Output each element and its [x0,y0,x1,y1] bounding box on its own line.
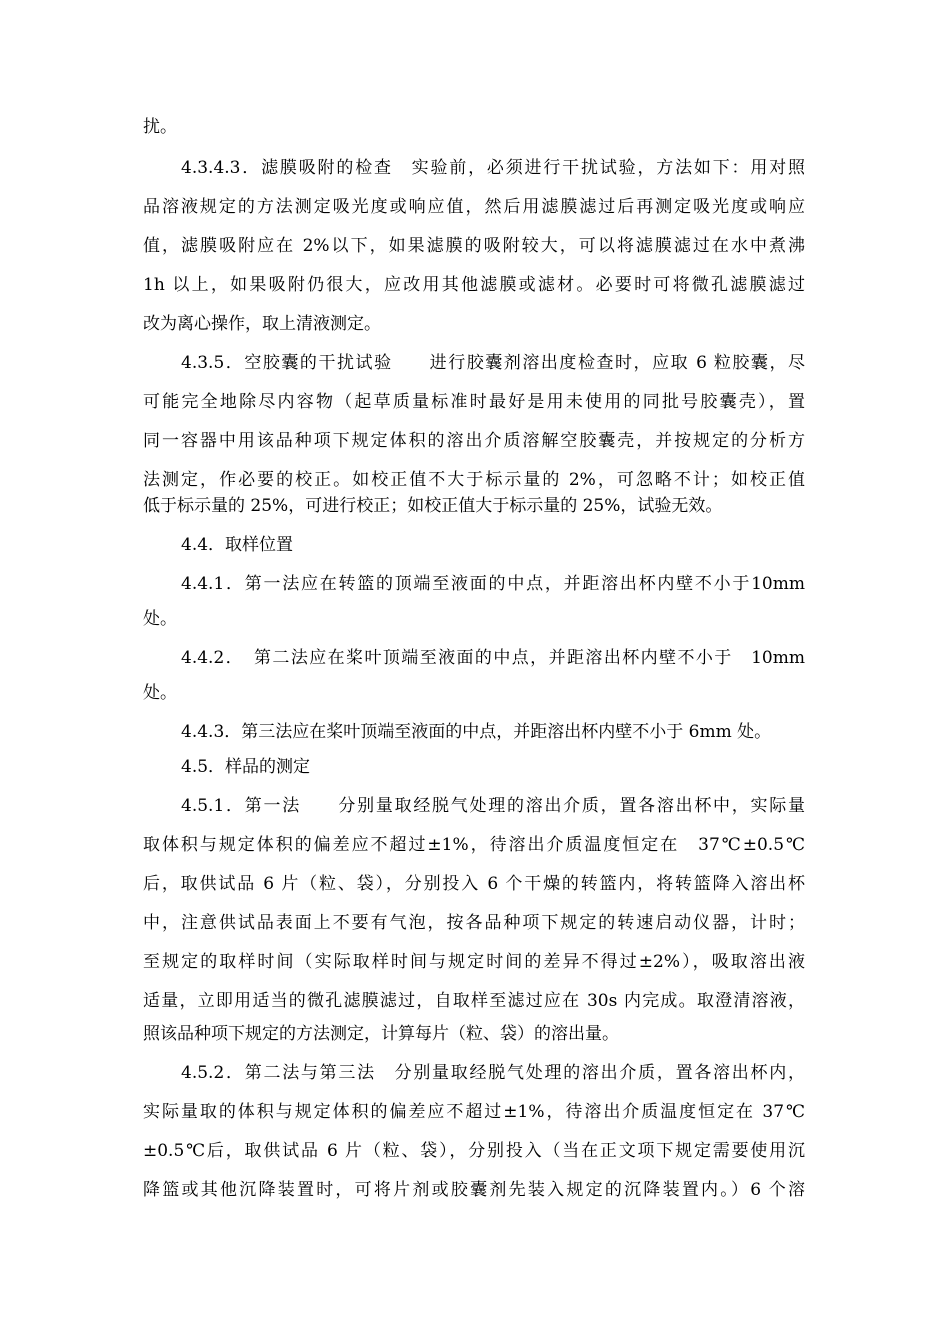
section-4-5-heading: 4.5．样品的测定 [181,757,311,777]
text-line: 适量，立即用适当的微孔滤膜滤过，自取样至滤过应在 30s 内完成。取澄清溶液， [143,991,805,1011]
section-4-4-2-line: 4.4.2． 第二法应在桨叶顶端至液面的中点，并距溶出杯内壁不小于 10mm [181,648,805,668]
section-4-3-4-3-heading-line: 4.3.4.3．滤膜吸附的检查 实验前，必须进行干扰试验，方法如下：用对照 [181,158,805,178]
section-4-4-heading: 4.4．取样位置 [181,535,294,555]
text-line: 照该品种项下规定的方法测定，计算每片（粒、袋）的溶出量。 [143,1024,619,1044]
text-line: 同一容器中用该品种项下规定体积的溶出介质溶解空胶囊壳，并按规定的分析方 [143,431,805,451]
text-line: 1h 以上，如果吸附仍很大，应改用其他滤膜或滤材。必要时可将微孔滤膜滤过 [143,275,805,295]
text-line: 品溶液规定的方法测定吸光度或响应值，然后用滤膜滤过后再测定吸光度或响应 [143,197,805,217]
text-line: 法测定，作必要的校正。如校正值不大于标示量的 2%，可忽略不计；如校正值 [143,470,805,490]
section-4-4-1-line: 4.4.1．第一法应在转篮的顶端至液面的中点，并距溶出杯内壁不小于10mm [181,574,805,594]
text-line: 至规定的取样时间（实际取样时间与规定时间的差异不得过±2%），吸取溶出液 [143,952,805,972]
section-4-3-5-heading-line: 4.3.5．空胶囊的干扰试验 进行胶囊剂溶出度检查时，应取 6 粒胶囊，尽 [181,353,805,373]
text-line: 改为离心操作，取上清液测定。 [143,314,381,334]
section-4-5-2-heading-line: 4.5.2．第二法与第三法 分别量取经脱气处理的溶出介质，置各溶出杯内， [181,1063,805,1083]
text-line: 可能完全地除尽内容物（起草质量标准时最好是用未使用的同批号胶囊壳），置 [143,392,805,412]
text-line: ±0.5℃后，取供试品 6 片（粒、袋），分别投入（当在正文项下规定需要使用沉 [143,1141,805,1161]
text-line: 取体积与规定体积的偏差应不超过±1%，待溶出介质温度恒定在 37℃±0.5℃ [143,835,805,855]
section-4-4-3-line: 4.4.3．第三法应在桨叶顶端至液面的中点，并距溶出杯内壁不小于 6mm 处。 [181,722,772,742]
text-line: 后，取供试品 6 片（粒、袋），分别投入 6 个干燥的转篮内，将转篮降入溶出杯 [143,874,805,894]
text-line: 扰。 [143,117,177,137]
text-line: 值，滤膜吸附应在 2%以下，如果滤膜的吸附较大，可以将滤膜滤过在水中煮沸 [143,236,805,256]
text-line: 处。 [143,609,177,629]
text-line: 处。 [143,683,177,703]
text-line: 低于标示量的 25%，可进行校正；如校正值大于标示量的 25%，试验无效。 [143,496,723,516]
text-line: 中，注意供试品表面上不要有气泡，按各品种项下规定的转速启动仪器，计时； [143,913,805,933]
text-line: 实际量取的体积与规定体积的偏差应不超过±1%，待溶出介质温度恒定在 37℃ [143,1102,805,1122]
text-line: 降篮或其他沉降装置时，可将片剂或胶囊剂先装入规定的沉降装置内。）6 个溶 [143,1180,805,1200]
section-4-5-1-heading-line: 4.5.1．第一法 分别量取经脱气处理的溶出介质，置各溶出杯中，实际量 [181,796,805,816]
